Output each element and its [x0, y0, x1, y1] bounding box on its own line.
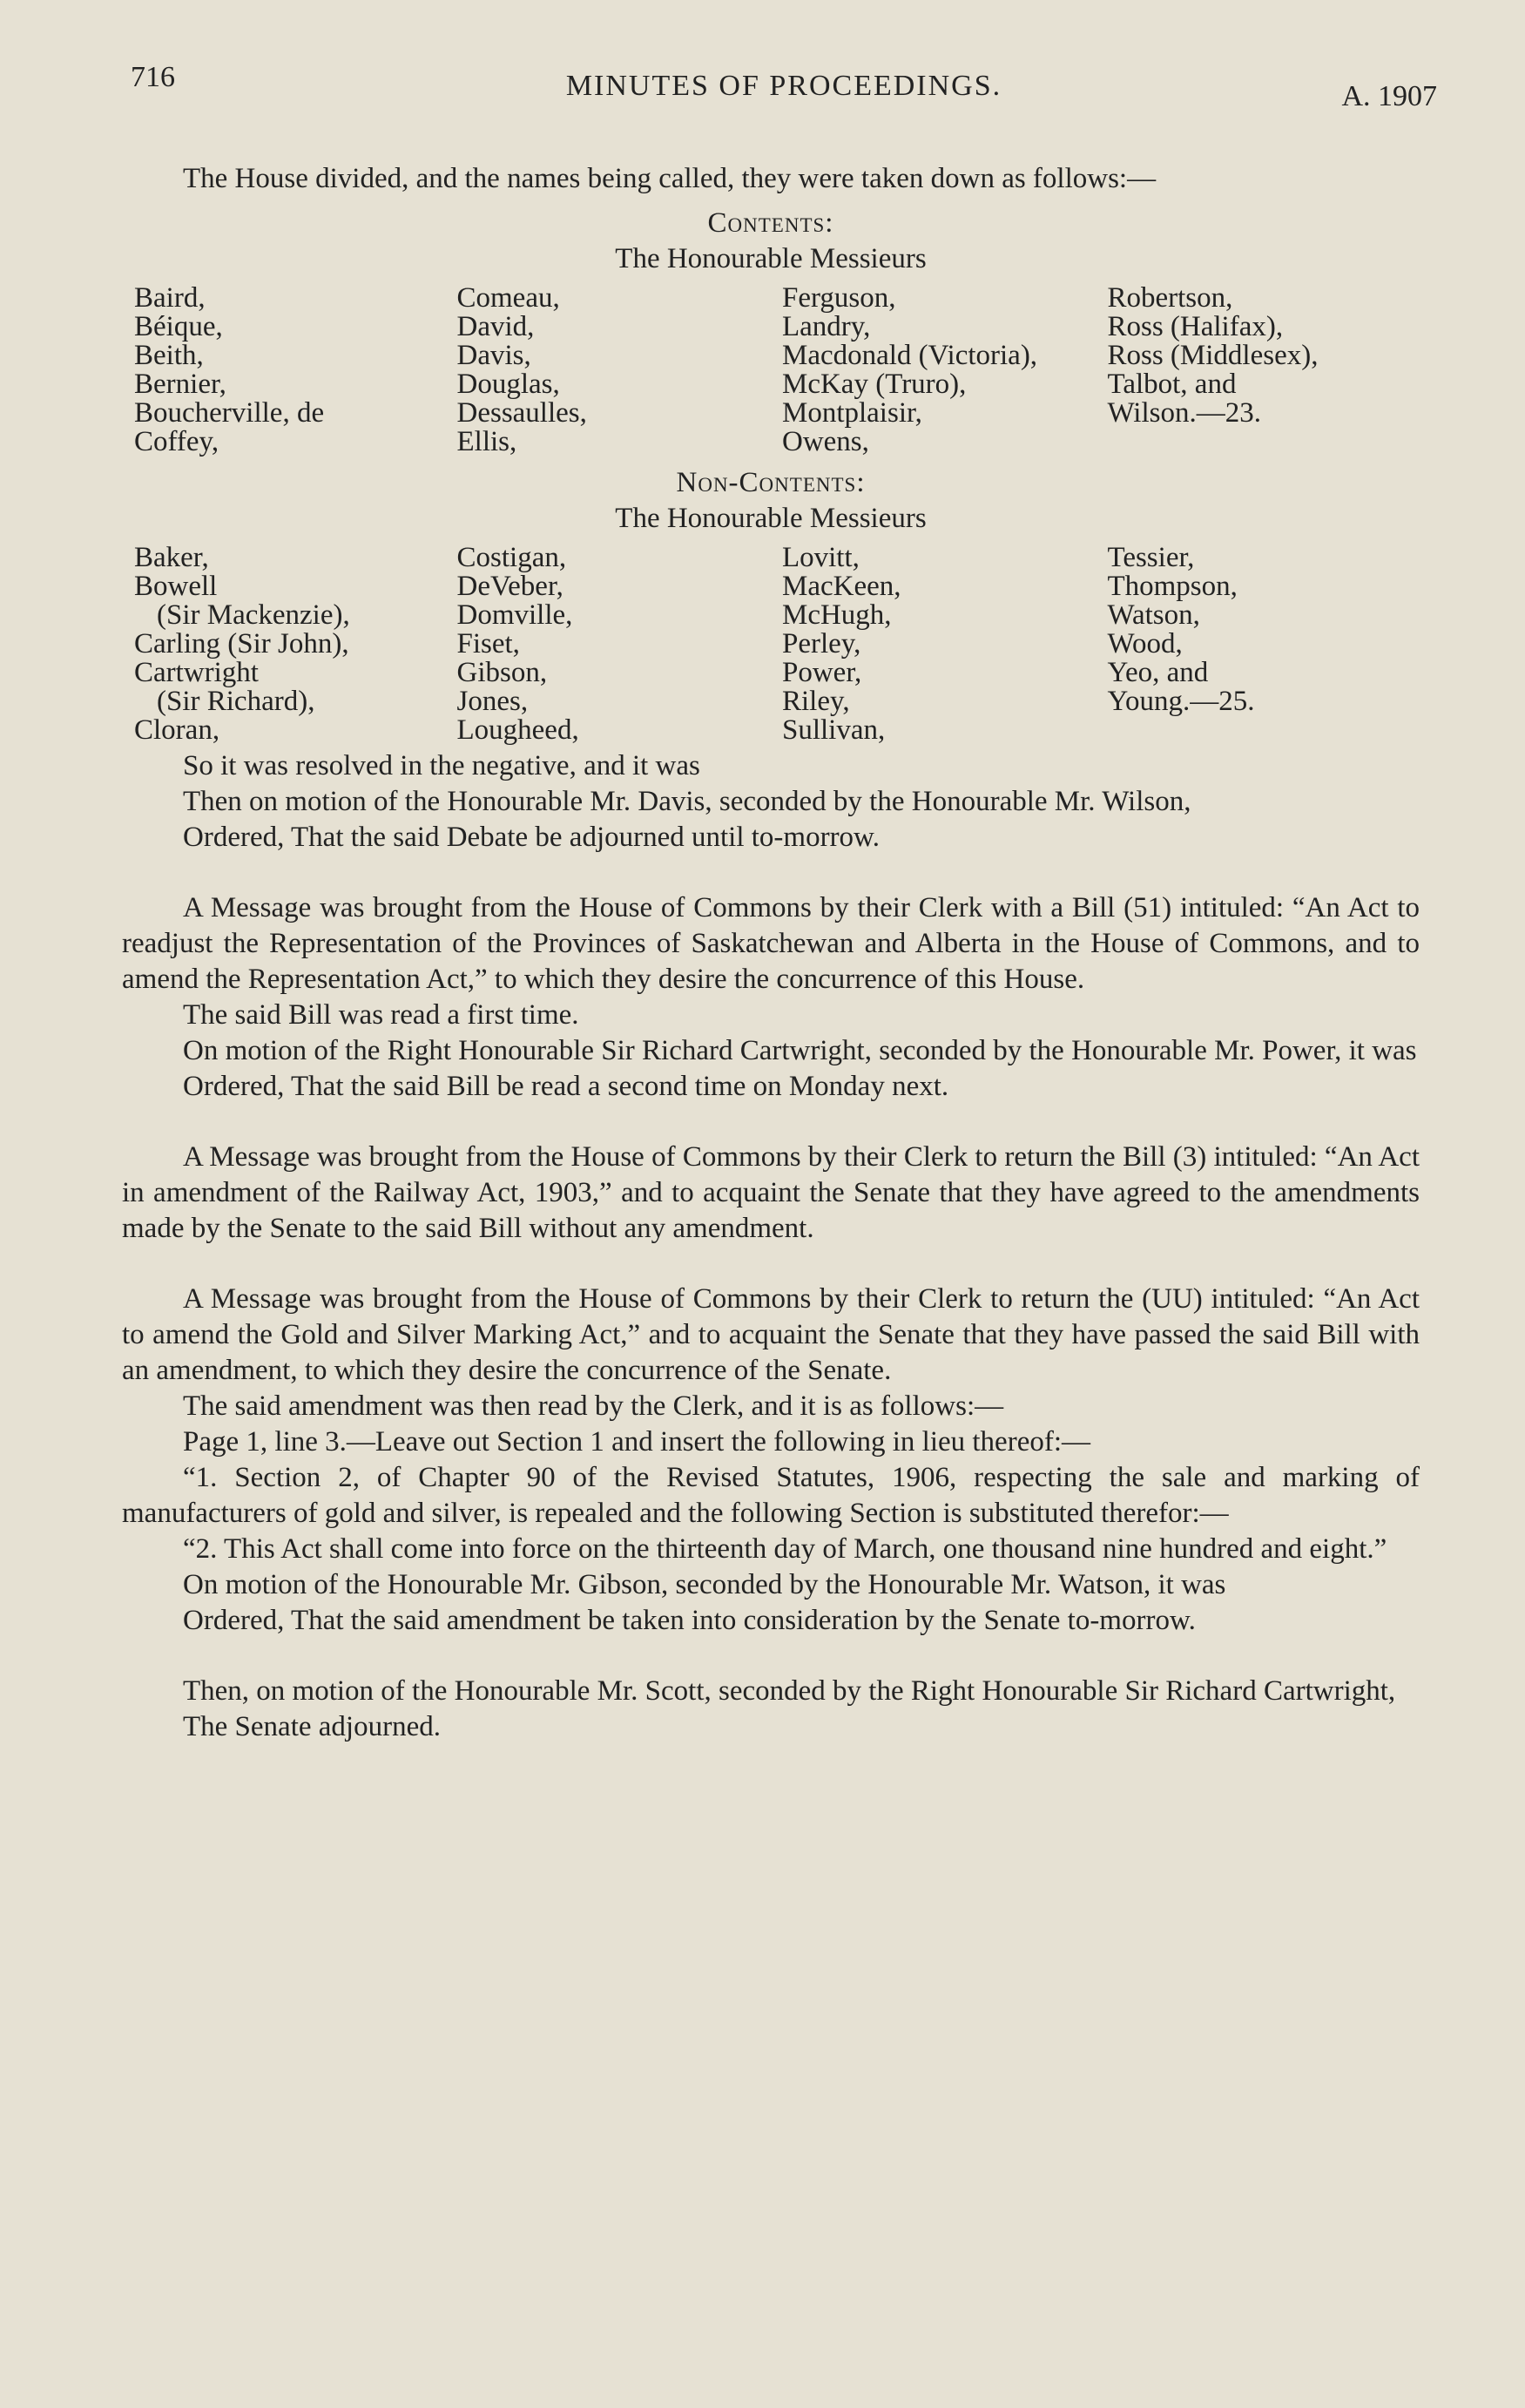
- member-name: Owens,: [781, 426, 869, 457]
- member-name: Ross (Halifax),: [1107, 311, 1284, 342]
- member-name: Lougheed,: [456, 714, 579, 746]
- paragraph: The said amendment was then read by the Clerk, and it is as follows:—: [183, 1390, 1004, 1422]
- member-name: DeVeber,: [456, 571, 563, 602]
- contents-names: [134, 284, 1420, 457]
- paragraph: On motion of the Right Honourable Sir Richard Cartwright, seconded by the Honourable Mr. Power, it was: [183, 1035, 1417, 1066]
- paragraph: Ordered, That the said Bill be read a second time on Monday next.: [183, 1071, 949, 1102]
- non-contents-names: [134, 544, 1420, 745]
- paragraph: A Message was brought from the House of Commons by their Clerk with a Bill (51) intituled: “An Act to readjust the Representation of the Provinces of Saskatchewan and Alberta in the House of Commons, and to amend the Representation Act,” to which they desire the concurrence of this House.: [122, 892, 1420, 995]
- member-name: Landry,: [781, 311, 871, 342]
- member-name: Costigan,: [456, 542, 567, 573]
- member-name: Robertson,: [1107, 282, 1233, 314]
- page-body: [122, 161, 1420, 1745]
- member-name: Tessier,: [1107, 542, 1195, 573]
- member-name: Perley,: [781, 628, 861, 659]
- non-contents-subheading: The Honourable Messieurs: [615, 503, 927, 534]
- member-name: McHugh,: [781, 599, 892, 631]
- member-name: Béique,: [134, 311, 223, 342]
- member-name: Bowell: [134, 571, 218, 602]
- member-name: David,: [456, 311, 535, 342]
- member-name: (Sir Mackenzie),: [157, 599, 350, 631]
- contents-column: [1107, 284, 1420, 457]
- member-name: Baird,: [134, 282, 206, 314]
- member-name: Power,: [781, 657, 862, 688]
- member-name: Gibson,: [456, 657, 548, 688]
- member-name: Coffey,: [134, 426, 219, 457]
- member-name: Bernier,: [134, 369, 226, 400]
- non-contents-column: [457, 544, 782, 745]
- contents-column: [134, 284, 457, 457]
- member-name: Ellis,: [456, 426, 517, 457]
- contents-column: [457, 284, 782, 457]
- page-header: [131, 61, 1437, 113]
- running-title: MINUTES OF PROCEEDINGS.: [565, 70, 1002, 102]
- member-name: Davis,: [456, 340, 531, 371]
- session-year: A. 1907: [1341, 80, 1437, 112]
- page-number: 716: [131, 61, 175, 93]
- member-name: Dessaulles,: [456, 397, 587, 429]
- paragraph: The Senate adjourned.: [183, 1711, 441, 1742]
- member-name: Yeo, and: [1107, 657, 1209, 688]
- paragraph: “1. Section 2, of Chapter 90 of the Revised Statutes, 1906, respecting the sale and marking of manufacturers of gold and silver, is repealed and the following Section is substituted therefor:—: [122, 1462, 1420, 1529]
- member-name: Talbot, and: [1107, 369, 1237, 400]
- member-name: Ferguson,: [781, 282, 896, 314]
- member-name: Comeau,: [456, 282, 560, 314]
- member-name: Sullivan,: [781, 714, 886, 746]
- member-name: Montplaisir,: [781, 397, 922, 429]
- member-name: (Sir Richard),: [157, 686, 315, 717]
- paragraph: A Message was brought from the House of Commons by their Clerk to return the Bill (3) intituled: “An Act in amendment of the Railway Act, 1903,” and to acquaint the Senate that they have agreed to the amendments made by the Senate to the said Bill without any amendment.: [122, 1141, 1420, 1244]
- member-name: Fiset,: [456, 628, 520, 659]
- non-contents-heading: Non-Contents:: [676, 467, 866, 498]
- member-name: Watson,: [1107, 599, 1200, 631]
- member-name: Domville,: [456, 599, 573, 631]
- member-name: Wood,: [1107, 628, 1183, 659]
- division-intro: The House divided, and the names being called, they were taken down as follows:—: [183, 163, 1157, 194]
- member-name: MacKeen,: [781, 571, 901, 602]
- paragraph: Page 1, line 3.—Leave out Section 1 and insert the following in lieu thereof:—: [183, 1426, 1090, 1458]
- paragraph: Ordered, That the said amendment be taken into consideration by the Senate to-morrow.: [183, 1605, 1196, 1636]
- member-name: Young.—25.: [1107, 686, 1255, 717]
- non-contents-column: [134, 544, 457, 745]
- paragraph: A Message was brought from the House of Commons by their Clerk to return the (UU) intituled: “An Act to amend the Gold and Silver Marking Act,” and to acquaint the Senate that they have passed the said Bill with an amendment, to which they desire the concurrence of the Senate.: [122, 1283, 1420, 1386]
- paragraph: Ordered, That the said Debate be adjourned until to-morrow.: [183, 822, 880, 853]
- contents-subheading: The Honourable Messieurs: [615, 243, 927, 274]
- member-name: Lovitt,: [781, 542, 860, 573]
- member-name: Douglas,: [456, 369, 560, 400]
- non-contents-column: [782, 544, 1107, 745]
- contents-column: [782, 284, 1107, 457]
- member-name: Thompson,: [1107, 571, 1238, 602]
- member-name: Boucherville, de: [134, 397, 325, 429]
- member-name: Carling (Sir John),: [134, 628, 349, 659]
- paragraph: The said Bill was read a first time.: [183, 999, 579, 1031]
- paragraph: So it was resolved in the negative, and it was: [183, 750, 700, 781]
- member-name: Riley,: [781, 686, 850, 717]
- member-name: Macdonald (Victoria),: [781, 340, 1038, 371]
- member-name: Wilson.—23.: [1107, 397, 1261, 429]
- paragraph: Then, on motion of the Honourable Mr. Scott, seconded by the Right Honourable Sir Richard Cartwright,: [183, 1675, 1396, 1707]
- member-name: Beith,: [134, 340, 204, 371]
- member-name: Cloran,: [134, 714, 220, 746]
- contents-heading: Contents:: [707, 207, 834, 239]
- member-name: McKay (Truro),: [781, 369, 967, 400]
- paragraph: Then on motion of the Honourable Mr. Davis, seconded by the Honourable Mr. Wilson,: [183, 786, 1191, 817]
- member-name: Baker,: [134, 542, 209, 573]
- member-name: Ross (Middlesex),: [1107, 340, 1319, 371]
- paragraph: On motion of the Honourable Mr. Gibson, seconded by the Honourable Mr. Watson, it was: [183, 1569, 1226, 1600]
- member-name: Cartwright: [134, 657, 259, 688]
- non-contents-column: [1107, 544, 1420, 745]
- paragraph: “2. This Act shall come into force on the thirteenth day of March, one thousand nine hundred and eight.”: [183, 1533, 1387, 1565]
- member-name: Jones,: [456, 686, 529, 717]
